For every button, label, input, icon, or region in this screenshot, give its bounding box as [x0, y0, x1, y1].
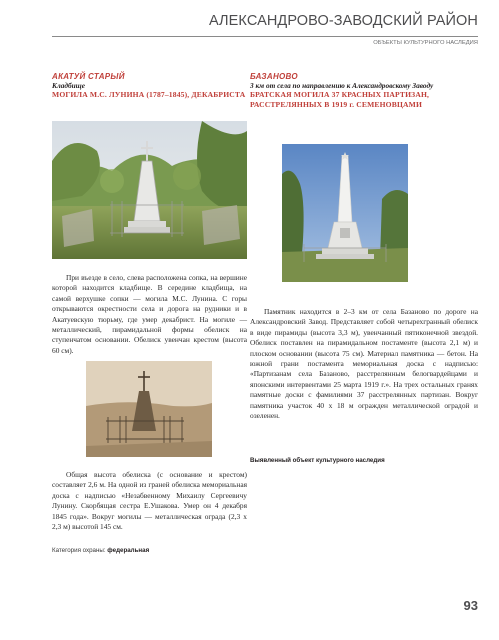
photo-bazanovo-obelisk-image: [282, 144, 408, 282]
right-location: 3 км от села по направлению к Александровскому Заводу: [250, 81, 434, 90]
protection-category-value: федеральная: [107, 547, 150, 554]
protection-category: [52, 547, 149, 554]
heritage-status: Выявленный объект культурного наследия: [250, 457, 385, 464]
left-description-1: При въезде в село, слева расположена сопка, на вершине которой находится кладбище. В середине кладбища, на самой верхушке сопки — могила М.С. Лунина. С горы открываются окрестности села и дорога на рудники и в Акатуевскую тюрьму, где умер декабрист. На могиле — металлический, пирамидальной формы обелиск на ступенчатом основании. Обелиск увенчан крестом (высота 60 см).: [52, 273, 247, 355]
right-place-name: БАЗАНОВО: [250, 72, 298, 81]
photo-lunin-grave-image: [52, 121, 247, 259]
photo-lunin-grave: [52, 121, 247, 259]
left-place-name: АКАТУЙ СТАРЫЙ: [52, 72, 125, 81]
protection-category-label: Категория охраны:: [52, 547, 108, 554]
header-divider: [52, 36, 478, 37]
photo-bazanovo-obelisk: [282, 144, 408, 282]
right-description: Памятник находится в 2–3 км от села Базаново по дороге на Александровский Завод. Представляет собой четырехгранный обелиск в виде пирамиды (высота 3,3 м), увенчанный пятиконечной звездой. Обелиск поставлен на пирамидальном постаменте (высота 2,1 м) и плоском основании (высота 75 см). Материал памятника — бетон. На южной грани постамента мемориальная доска с надписью: «Партизанам села Базаново, расстрелянным белогвардейцами и японскими интервентами 25 марта 1919 г.». На трех остальных гранях памятные доски с фамилиями 37 расстрелянных партизан. Вокруг памятника участок 40 х 18 м огражден металлической оградой и озеленен.: [250, 307, 478, 421]
photo-lunin-grave-historic-image: [86, 361, 212, 457]
left-entry-heading: [52, 72, 247, 100]
right-entry-heading: [250, 72, 478, 109]
section-title: АЛЕКСАНДРОВО-ЗАВОДСКИЙ РАЙОН: [208, 13, 478, 29]
section-subtitle: ОБЪЕКТЫ КУЛЬТУРНОГО НАСЛЕДИЯ: [373, 40, 478, 46]
page-number: 93: [463, 598, 478, 613]
left-object-name: МОГИЛА М.С. ЛУНИНА (1787–1845), ДЕКАБРИСТА: [52, 90, 246, 99]
photo-lunin-grave-historic: [86, 361, 212, 457]
left-description-2: Общая высота обелиска (с основание и крестом) составляет 2,6 м. На одной из граней обелиска мемориальная доска с надписью «Незабвенному Михаилу Сергеевичу Лунину. Скорбящая сестра Е.Ушакова. Умер он 4 декабря 1845 года». Вокруг могилы — металлическая ограда (2,3 х 2,3 м) высотой 145 см.: [52, 470, 247, 532]
right-object-name: БРАТСКАЯ МОГИЛА 37 КРАСНЫХ ПАРТИЗАН, РАССТРЕЛЯННЫХ В 1919 г. СЕМЕНОВЦАМИ: [250, 90, 430, 109]
left-location: Кладбище: [52, 81, 85, 90]
